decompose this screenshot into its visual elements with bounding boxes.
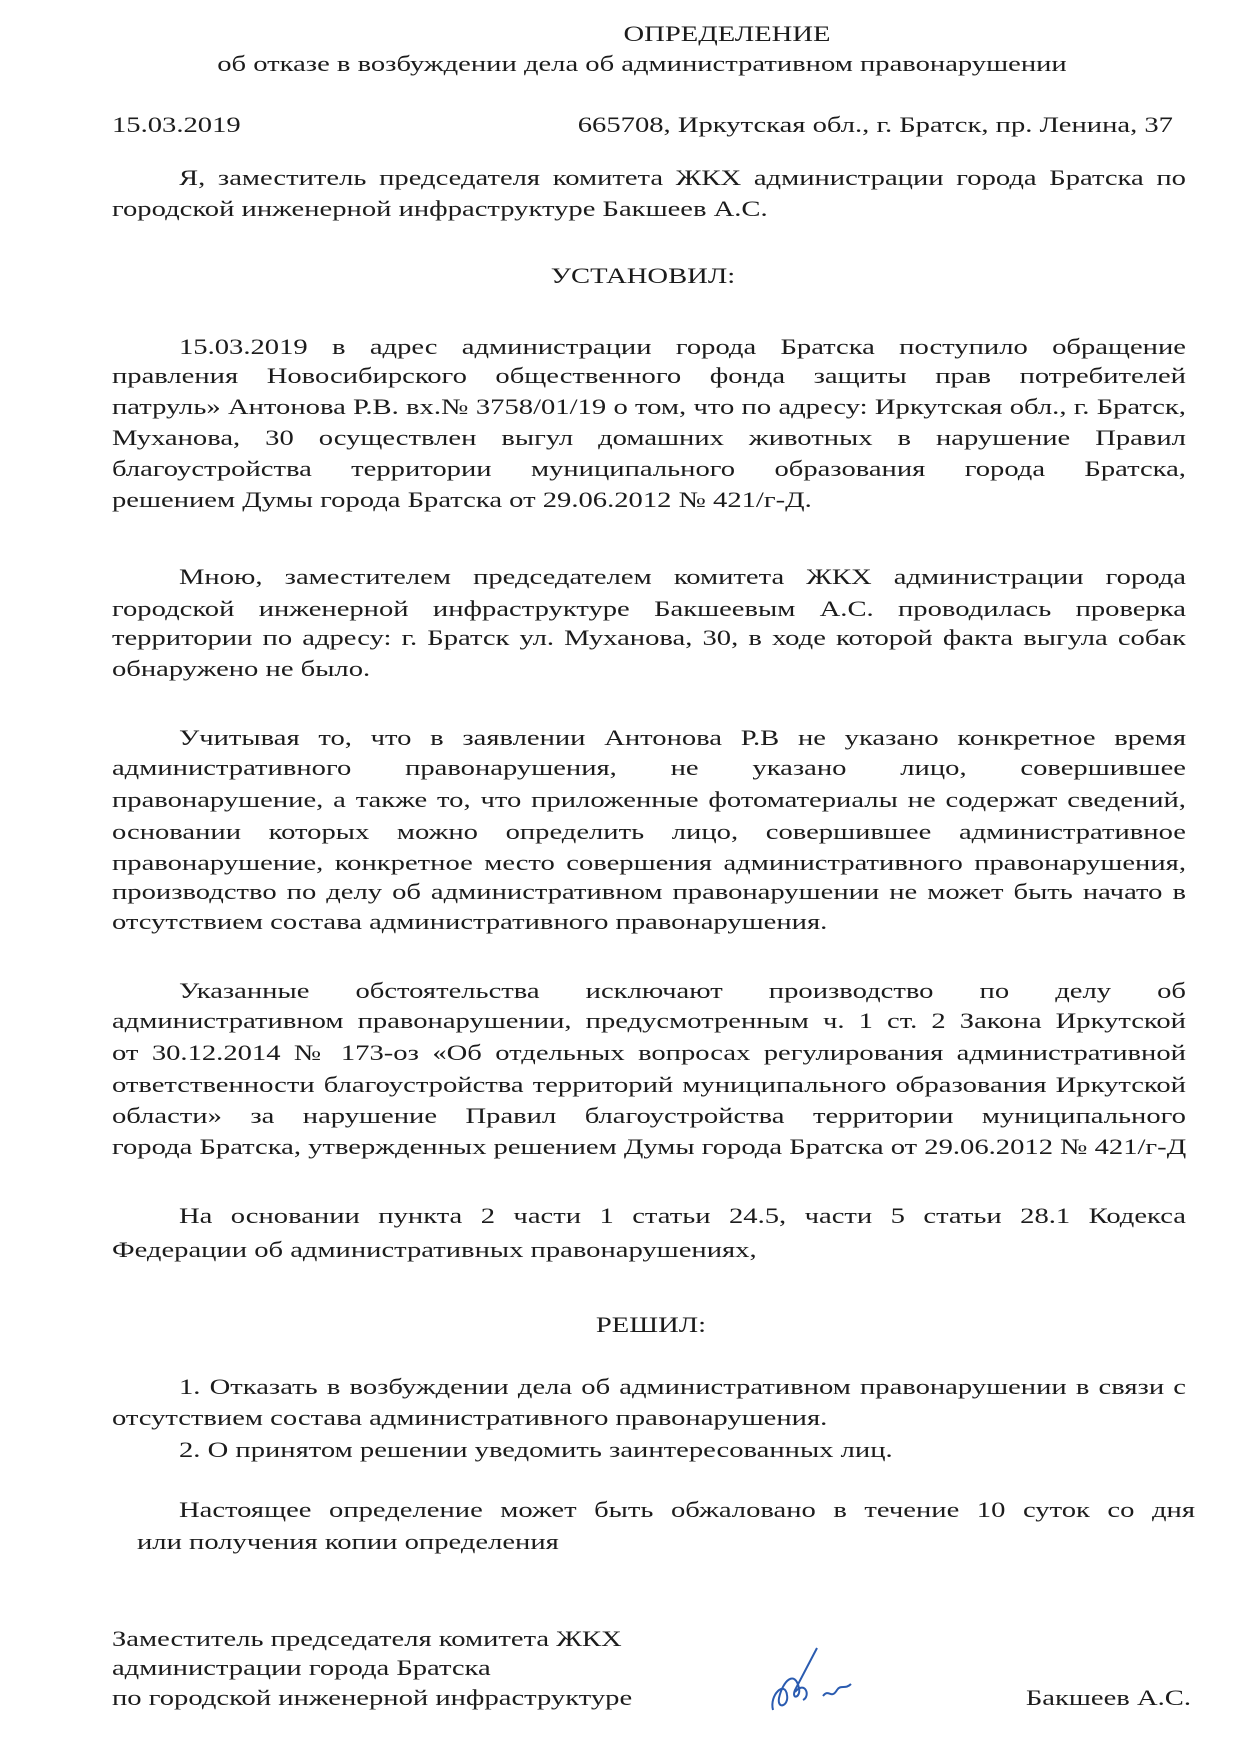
paragraph-line: благоустройства территории муниципального образования города Братска,: [111, 456, 1186, 481]
paragraph-line: правления Новосибирского общественного фонда защиты прав потребителей: [111, 363, 1186, 388]
paragraph-line: обнаружено не было.: [111, 656, 371, 681]
paragraph-line: административном правонарушении, предусмотренным ч. 1 ст. 2 Закона Иркутской: [111, 1008, 1186, 1033]
section-heading-decided: РЕШИЛ:: [595, 1312, 707, 1337]
paragraph-line: Муханова, 30 осуществлен выгул домашних животных в нарушение Правил: [111, 425, 1186, 450]
paragraph-line: решением Думы города Братска от 29.06.2012 № 421/г-Д.: [111, 487, 812, 512]
paragraph-line: правонарушение, конкретное место совершения административного правонарушения,: [111, 850, 1186, 875]
decision-item: 2. О принятом решении уведомить заинтересованных лиц.: [178, 1437, 893, 1462]
paragraph-line: Мною, заместителем председателем комитета ЖКХ администрации города: [178, 564, 1186, 589]
paragraph-line: 15.03.2019 в адрес администрации города Братска поступило обращение: [178, 334, 1186, 359]
document-subtitle: об отказе в возбуждении дела об административном правонарушении: [217, 51, 1067, 76]
paragraph-line: правонарушение, а также то, что приложенные фотоматериалы не содержат сведений,: [111, 787, 1186, 812]
paragraph-line: области» за нарушение Правил благоустройства территории муниципального: [111, 1103, 1186, 1128]
paragraph-line: ответственности благоустройства территорий муниципального образования Иркутской: [111, 1072, 1186, 1097]
paragraph-line: Указанные обстоятельства исключают производство по делу об: [178, 978, 1186, 1003]
intro-line: городской инженерной инфраструктуре Бакшеев А.С.: [111, 196, 768, 221]
paragraph-line: Федерации об административных правонарушениях,: [111, 1237, 757, 1262]
intro-line: Я, заместитель председателя комитета ЖКХ администрации города Братска по: [178, 165, 1186, 190]
paragraph-line: административного правонарушения, не указано лицо, совершившее: [111, 755, 1186, 780]
signatory-position: Заместитель председателя комитета ЖКХ: [111, 1626, 622, 1651]
appeal-note: Настоящее определение может быть обжаловано в течение 10 суток со дня: [178, 1497, 1195, 1522]
paragraph-line: города Братска, утвержденных решением Думы города Братска от 29.06.2012 № 421/г-Д: [111, 1134, 1187, 1159]
paragraph-line: производство по делу об административном правонарушении не может быть начато в: [111, 879, 1186, 904]
signatory-name: Бакшеев А.С.: [1025, 1685, 1191, 1710]
paragraph-line: городской инженерной инфраструктуре Бакшеевым А.С. проводилась проверка: [111, 596, 1186, 621]
paragraph-line: патруль» Антонова Р.В. вх.№ 3758/01/19 о том, что по адресу: Иркутская обл., г. Братск,: [111, 394, 1186, 419]
paragraph-line: Учитывая то, что в заявлении Антонова Р.В не указано конкретное время: [178, 725, 1186, 750]
section-heading-established: УСТАНОВИЛ:: [550, 263, 736, 288]
paragraph-line: территории по адресу: г. Братск ул. Муханова, 30, в ходе которой факта выгула собак: [111, 625, 1186, 650]
document-date: 15.03.2019: [111, 112, 241, 137]
paragraph-line: отсутствием состава административного правонарушения.: [111, 909, 828, 934]
signatory-position: администрации города Братска: [111, 1655, 491, 1680]
document-title: ОПРЕДЕЛЕНИЕ: [623, 21, 831, 46]
decision-item: 1. Отказать в возбуждении дела об административном правонарушении в связи с: [178, 1374, 1186, 1399]
issuer-address: 665708, Иркутская обл., г. Братск, пр. Ленина, 37: [577, 112, 1173, 137]
paragraph-line: основании которых можно определить лицо, совершившее административное: [111, 819, 1186, 844]
appeal-note: или получения копии определения: [136, 1529, 559, 1554]
signatory-position: по городской инженерной инфраструктуре: [111, 1685, 633, 1710]
paragraph-line: На основании пункта 2 части 1 статьи 24.5, части 5 статьи 28.1 Кодекса: [178, 1203, 1186, 1228]
paragraph-line: от 30.12.2014 № 173-оз «Об отдельных вопросах регулирования административной: [111, 1040, 1186, 1065]
decision-item: отсутствием состава административного правонарушения.: [111, 1405, 828, 1430]
handwritten-signature: [765, 1640, 865, 1720]
